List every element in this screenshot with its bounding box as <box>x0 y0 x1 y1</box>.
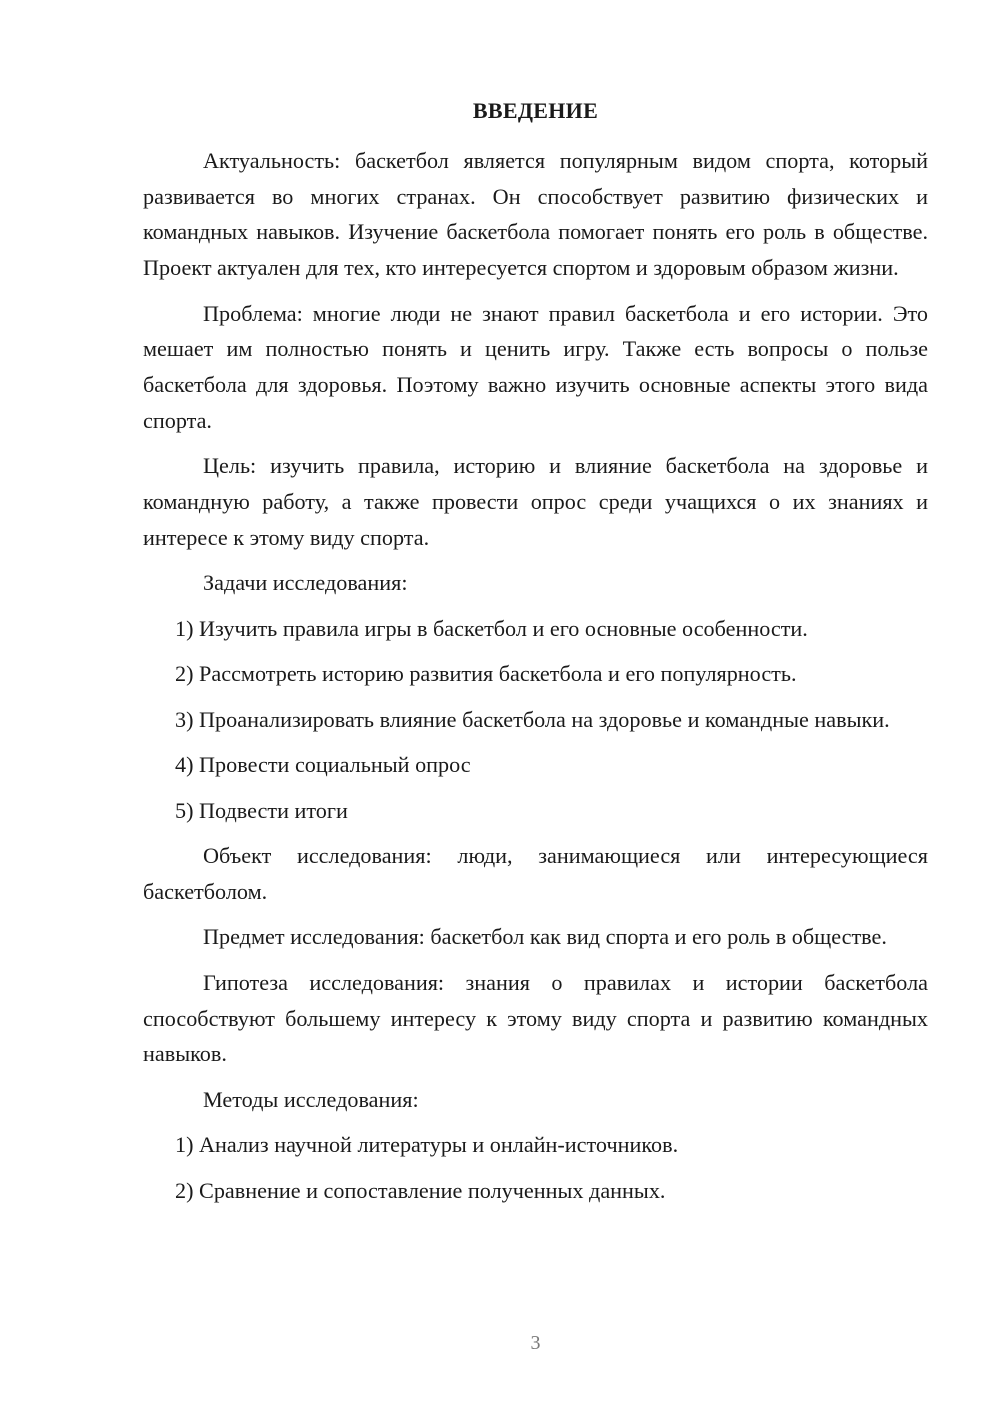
problem-paragraph: Проблема: многие люди не знают правил баскетбола и его истории. Это мешает им полностью понять и ценить игру. Также есть вопросы о пользе баскетбола для здоровья. Поэтому важно изучить основные аспекты этого вида спорта. <box>143 300 928 433</box>
page-number: 3 <box>530 1332 541 1354</box>
page-title: ВВЕДЕНИЕ <box>472 98 599 123</box>
hypothesis-paragraph: Гипотеза исследования: знания о правилах и истории баскетбола способствуют большему интересу к этому виду спорта и развитию командных навыков. <box>143 969 928 1067</box>
task-item: 5) Подвести итоги <box>175 797 348 823</box>
task-item: 3) Проанализировать влияние баскетбола на здоровье и командные навыки. <box>175 706 890 732</box>
methods-heading: Методы исследования: <box>203 1086 419 1112</box>
method-item: 2) Сравнение и сопоставление полученных данных. <box>175 1177 666 1203</box>
tasks-heading: Задачи исследования: <box>203 570 408 596</box>
method-item: 1) Анализ научной литературы и онлайн-источников. <box>175 1132 679 1158</box>
task-item: 2) Рассмотреть историю развития баскетбола и его популярность. <box>175 661 797 687</box>
task-item: 4) Провести социальный опрос <box>175 752 471 778</box>
document-page <box>143 0 928 1414</box>
relevance-paragraph: Актуальность: баскетбол является популярным видом спорта, который развивается во многих странах. Он способствует развитию физических и командных навыков. Изучение баскетбола помогает понять его роль в обществе. Проект актуален для тех, кто интересуется спортом и здоровым образом жизни. <box>143 148 928 281</box>
task-item: 1) Изучить правила игры в баскетбол и его основные особенности. <box>175 615 808 641</box>
subject-paragraph: Предмет исследования: баскетбол как вид спорта и его роль в обществе. <box>203 924 887 950</box>
document-body <box>143 143 928 1218</box>
goal-paragraph: Цель: изучить правила, историю и влияние баскетбола на здоровье и командную работу, а также провести опрос среди учащихся о их знаниях и интересе к этому виду спорта. <box>143 453 928 550</box>
object-paragraph: Объект исследования: люди, занимающиеся или интересующиеся баскетболом. <box>143 843 928 904</box>
